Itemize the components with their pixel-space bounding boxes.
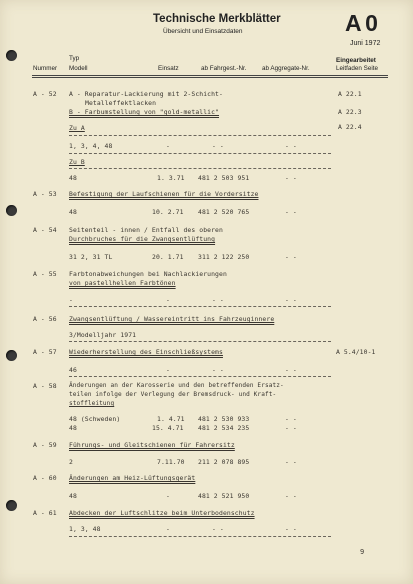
row-separator — [69, 168, 331, 169]
entry-subheading: Zu A — [69, 124, 85, 132]
entry-fahrgest: - - — [212, 296, 224, 304]
entry-text: Seitenteil - innen / Entfall des oberen — [69, 226, 223, 234]
entry-number: A - 54 — [33, 226, 57, 234]
entry-einsatz: - — [166, 296, 170, 304]
entry-fahrgest: - - — [212, 142, 224, 150]
entry-models: - — [69, 296, 73, 304]
entry-models: 2 — [69, 458, 73, 466]
entry-ref: A 5.4/10-1 — [336, 348, 376, 356]
entry-fahrgest: 481 2 534 235 — [198, 424, 250, 432]
entry-aggregate: - - — [285, 142, 297, 150]
entry-text: A - Reparatur-Lackierung mit 2-Schicht- — [69, 90, 223, 98]
entry-ref: A 22.1 — [338, 90, 362, 98]
entry-text: Änderungen am Heiz-Lüftungsgerät — [69, 474, 196, 482]
punch-hole-bottom — [6, 500, 17, 511]
entry-text: Abdecken der Luftschlitze beim Unterbodenschutz — [69, 509, 255, 517]
entry-number: A - 53 — [33, 190, 57, 198]
document-subtitle: Übersicht und Einsatzdaten — [163, 28, 243, 35]
entry-aggregate: - - — [285, 296, 297, 304]
row-separator — [69, 135, 331, 136]
row-separator — [69, 536, 331, 537]
entry-models: 48 — [69, 174, 77, 182]
col-header-aggregate: ab Aggregate-Nr. — [262, 65, 310, 72]
col-header-typ: Typ — [69, 55, 80, 62]
entry-ref: A 22.3 — [338, 108, 362, 116]
entry-text: Befestigung der Laufschienen für die Vordersitze — [69, 190, 259, 198]
header-rule-top — [32, 75, 388, 76]
entry-number: A - 52 — [33, 90, 57, 98]
entry-number: A - 58 — [33, 382, 57, 390]
header-rule-bottom — [32, 77, 388, 78]
entry-einsatz: 10. 2.71 — [152, 208, 184, 216]
entry-aggregate: - - — [285, 253, 297, 261]
entry-text: Farbtonabweichungen bei Nachlackierungen — [69, 270, 227, 278]
entry-text: Metalleffektlacken — [85, 99, 157, 107]
row-separator — [69, 306, 331, 307]
row-separator — [69, 341, 331, 342]
date-label: Juni 1972 — [350, 40, 381, 47]
col-header-einsatz: Einsatz — [158, 65, 179, 72]
entry-einsatz: 1. 3.71 — [157, 174, 185, 182]
entry-fahrgest: 481 2 503 951 — [198, 174, 250, 182]
entry-number: A - 56 — [33, 315, 57, 323]
entry-models: 31 2, 31 TL — [69, 253, 113, 261]
entry-einsatz: 15. 4.71 — [152, 424, 184, 432]
page-number: 9 — [360, 548, 365, 556]
col-header-eingearbeitet: Eingearbeitet — [336, 57, 376, 64]
entry-aggregate: - - — [285, 424, 297, 432]
entry-number: A - 61 — [33, 509, 57, 517]
entry-aggregate: - - — [285, 174, 297, 182]
punch-hole-top — [6, 50, 17, 61]
entry-aggregate: - - — [285, 415, 297, 423]
col-header-nummer: Nummer — [33, 65, 58, 72]
entry-number: A - 60 — [33, 474, 57, 482]
entry-fahrgest: 481 2 520 765 — [198, 208, 250, 216]
section-code: A 0 — [345, 10, 377, 36]
entry-einsatz: - — [166, 525, 170, 533]
entry-text: Wiederherstellung des Einschließsystems — [69, 348, 223, 356]
entry-models: 48 — [69, 492, 77, 500]
entry-fahrgest: - - — [212, 525, 224, 533]
entry-fahrgest: 211 2 078 895 — [198, 458, 250, 466]
entry-einsatz: 1. 4.71 — [157, 415, 185, 423]
entry-fahrgest: - - — [212, 366, 224, 374]
entry-text: von pastellhellen Farbtönen — [69, 279, 176, 287]
entry-aggregate: - - — [285, 366, 297, 374]
entry-ref: A 22.4 — [338, 123, 362, 131]
punch-hole-lower — [6, 350, 17, 361]
entry-aggregate: - - — [285, 458, 297, 466]
entry-models: 1, 3, 48 — [69, 525, 101, 533]
entry-aggregate: - - — [285, 208, 297, 216]
entry-einsatz: - — [166, 366, 170, 374]
entry-text: Führungs- und Gleitschienen für Fahrersitz — [69, 441, 235, 449]
entry-text: stoffleitung — [69, 400, 115, 407]
entry-models: 48 — [69, 208, 77, 216]
entry-fahrgest: 481 2 530 933 — [198, 415, 250, 423]
entry-number: A - 55 — [33, 270, 57, 278]
entry-text: Durchbruches für die Zwangsentlüftung — [69, 235, 216, 243]
entry-models: 46 — [69, 366, 77, 374]
entry-number: A - 57 — [33, 348, 57, 356]
entry-models: 3/Modelljahr 1971 — [69, 331, 137, 339]
row-separator — [69, 153, 331, 154]
col-header-fahrgest: ab Fahrgest.-Nr. — [201, 65, 247, 72]
entry-text: B - Farbumstellung von "gold-metallic" — [69, 108, 220, 116]
document-title: Technische Merkblätter — [153, 13, 281, 25]
entry-models: 1, 3, 4, 48 — [69, 142, 113, 150]
entry-number: A - 59 — [33, 441, 57, 449]
entry-text: teilen infolge der Verlegung der Bremsdruck- und Kraft- — [69, 391, 277, 398]
col-header-leitfaden: Leitfaden Seite — [336, 65, 379, 72]
entry-models: 48 — [69, 424, 77, 432]
entry-einsatz: 20. 1.71 — [152, 253, 184, 261]
entry-text: Änderungen an der Karosserie und den betreffenden Ersatz- — [69, 382, 284, 389]
entry-einsatz: - — [166, 142, 170, 150]
punch-hole-middle — [6, 205, 17, 216]
entry-aggregate: - - — [285, 525, 297, 533]
entry-subheading: Zu B — [69, 158, 85, 166]
entry-einsatz: 7.11.70 — [157, 458, 185, 466]
row-separator — [69, 376, 331, 377]
entry-aggregate: - - — [285, 492, 297, 500]
col-header-modell: Modell — [69, 65, 88, 72]
entry-models: 48 (Schweden) — [69, 415, 121, 423]
entry-text: Zwangsentlüftung / Wassereintritt ins Fahrzeuginnere — [69, 315, 275, 323]
entry-einsatz: - — [166, 492, 170, 500]
entry-fahrgest: 481 2 521 950 — [198, 492, 250, 500]
entry-fahrgest: 311 2 122 250 — [198, 253, 250, 261]
